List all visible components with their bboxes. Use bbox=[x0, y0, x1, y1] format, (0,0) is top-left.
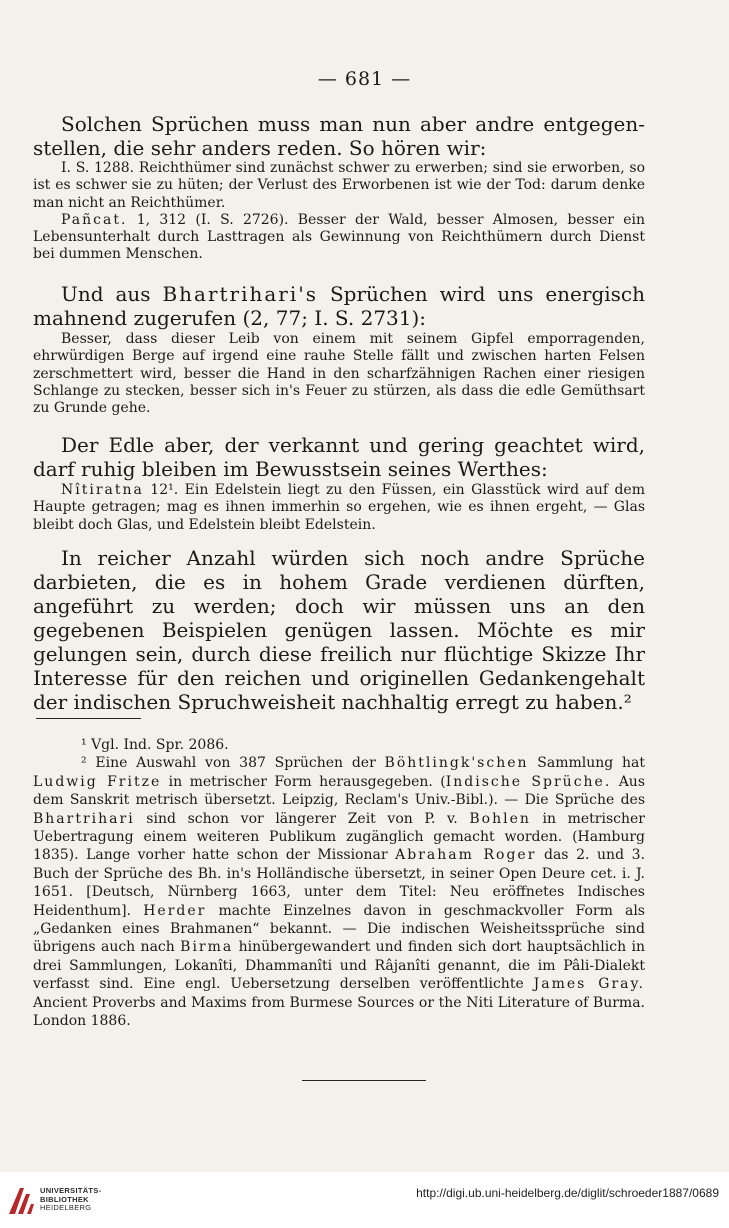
quote-1b-source: Pañcat. bbox=[61, 211, 128, 228]
footnote-separator bbox=[36, 718, 141, 719]
source-url-link[interactable]: http://digi.ub.uni-heidelberg.de/diglit/schroeder1887/0689 bbox=[416, 1186, 719, 1200]
library-name-line-2: BIBLIOTHEK bbox=[40, 1194, 89, 1204]
bhartrihari-name: Bhartrihari's bbox=[162, 282, 319, 306]
paragraph-3-text: Der Edle aber, der verkannt und gering geachtet wird, darf ruhig bleiben im Bewusstsein seines Werthes: bbox=[33, 433, 645, 481]
end-rule bbox=[302, 1080, 426, 1081]
quote-1b bbox=[33, 212, 645, 264]
paragraph-1-text: Solchen Sprüchen muss man nun aber andre entgegen-stellen, die sehr anders reden. So hören wir: bbox=[33, 112, 645, 160]
footnote-1: ¹ Vgl. Ind. Spr. 2086. bbox=[81, 737, 229, 753]
fn2-b: Sammlung hat bbox=[528, 755, 645, 772]
fn2-bhartrihari: Bhartrihari bbox=[33, 810, 135, 827]
footer-bar bbox=[0, 1172, 729, 1228]
page-number: — 681 — bbox=[317, 68, 412, 90]
quote-3-text: 12¹. Ein Edelstein liegt zu den Füssen, ein Glasstück wird auf dem Haupte getragen; mag es ihnen immerhin so ergehen, wie es ihnen ergeht, — Glas bleibt doch Glas, und Edelstein bleibt Edelstein. bbox=[33, 482, 645, 533]
fn2-fritze: Ludwig Fritze bbox=[33, 773, 162, 790]
paragraph-4 bbox=[33, 546, 645, 714]
paragraph-3 bbox=[33, 433, 645, 481]
library-name-line-3: HEIDELBERG bbox=[40, 1203, 92, 1212]
library-name bbox=[40, 1187, 101, 1213]
fn2-i: hinübergewandert und finden sich dort hauptsächlich in drei Sammlungen, Lokanîti, Dhammanîti und Râjanîti genannt, die im Pâli-Dialekt verfasst sind. Eine engl. Uebersetzung derselben veröffentlichte bbox=[33, 939, 645, 993]
fn2-birma: Birma bbox=[180, 939, 234, 956]
fn2-bohlen: Bohlen bbox=[469, 810, 531, 827]
quote-block-3 bbox=[33, 482, 645, 534]
quote-1b-text: 1, 312 (I. S. 2726). Besser der Wald, besser Almosen, besser ein Lebensunterhalt durch Lasttragen als Gewinnung von Reichthümern durch Dienst bei dummen Menschen. bbox=[33, 211, 645, 263]
quote-1a: I. S. 1288. Reichthümer sind zunächst schwer zu erwerben; sind sie erworben, so ist es schwer sie zu hüten; der Verlust des Erworbenen ist wie der Tod: darum denke man nicht an Reichthümer. bbox=[33, 160, 645, 211]
library-name-line-1: UNIVERSITÄTS- bbox=[40, 1186, 102, 1195]
quote-block-2 bbox=[33, 331, 645, 417]
fn2-boehtlingk: Böhtlingk'schen bbox=[384, 755, 529, 772]
fn2-h: machte Einzelnes davon in geschmackvoller Form als „Gedanken eines Brahmanen“ bekannt. — Die indischen Weisheitssprüche sind übrigens auch nach bbox=[33, 902, 645, 956]
fn2-j: Ancient Proverbs and Maxims from Burmese Sources or the Niti Literature of Burma. London 1886. bbox=[33, 994, 645, 1030]
fn2-gray: James Gray. bbox=[533, 976, 645, 993]
fn2-g: das 2. und 3. Buch der Sprüche des Bh. in's Holländische übersetzt, in seiner Open Deure cet. i. J. 1651. [Deutsch, Nürnberg 1663, unter dem Titel: Neu eröffnetes Indisches Heidenthum]. bbox=[33, 847, 645, 919]
fn2-d: Aus dem Sanskrit metrisch übersetzt. Leipzig, Reclam's Univ.-Bibl.). — Die Sprüche des bbox=[33, 773, 646, 809]
quote-3-source: Nîtiratna bbox=[61, 482, 144, 498]
paragraph-2-start: Und aus bbox=[61, 282, 163, 306]
fn2-f: in metrischer Uebertragung einem weiteren Publikum zugänglich gemacht worden. (Hamburg 1835). Lange vorher hatte schon der Missionar bbox=[33, 810, 645, 864]
paragraph-1 bbox=[33, 112, 645, 160]
footnotes bbox=[33, 736, 645, 1031]
fn2-herder: Herder bbox=[143, 902, 207, 919]
quote-2: Besser, dass dieser Leib von einem mit seinem Gipfel emporragenden, ehrwürdigen Berge auf irgend eine rauhe Stelle fällt und zwischen harten Felsen zerschmettert wird, besser die Hand in den scharfzähnigen Rachen einer riesigen Schlange zu stecken, besser sich in's Feuer zu stürzen, als dass die edle Gemüthsart zu Grunde gehe. bbox=[33, 331, 645, 417]
quote-block-1 bbox=[33, 160, 645, 264]
fn2-c: in metrischer Form herausgegeben. ( bbox=[161, 773, 446, 790]
paragraph-4-text: In reicher Anzahl würden sich noch andre Sprüche darbieten, die es in hohem Grade verdienen dürften, angeführt zu werden; doch wir müssen uns an den gegebenen Beispielen genügen lassen. Möchte es mir gelungen sein, durch diese freilich nur flüchtige Skizze Ihr Interesse für den reichen und originellen Gedankengehalt der indischen Spruchweisheit nachhaltig erregt zu haben.² bbox=[33, 546, 645, 714]
library-logo-icon bbox=[6, 1184, 36, 1216]
paragraph-2-end: Sprüchen wird uns energisch mahnend zugerufen (2, 77; I. S. 2731): bbox=[33, 282, 645, 330]
fn2-e: sind schon vor längerer Zeit von P. v. bbox=[134, 810, 470, 827]
fn2-a: ² Eine Auswahl von 387 Sprüchen der bbox=[81, 755, 385, 772]
fn2-title: Indische Sprüche. bbox=[445, 773, 612, 790]
footnote-2 bbox=[33, 754, 645, 1030]
paragraph-2 bbox=[33, 282, 645, 330]
fn2-roger: Abraham Roger bbox=[395, 847, 537, 864]
